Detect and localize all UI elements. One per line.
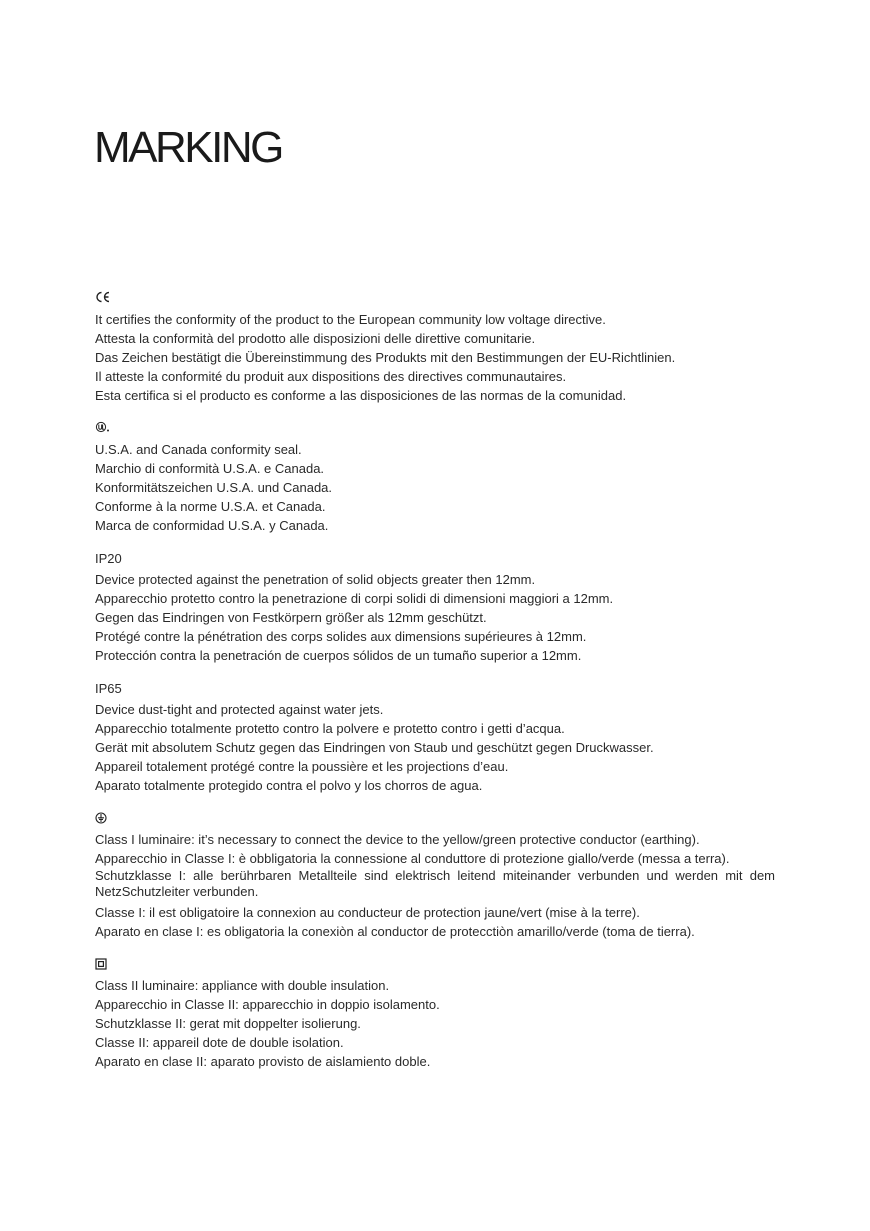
section-line: It certifies the conformity of the product to the European community low voltage directive. [95, 312, 606, 327]
section-line: Esta certifica si el producto es conforme a las disposiciones de las normas de la comunidad. [95, 388, 627, 403]
ip65-label: IP65 [95, 681, 122, 696]
section-line: Das Zeichen bestätigt die Übereinstimmung des Produkts mit den Bestimmungen der EU-Richtlinien. [95, 350, 676, 365]
section-line: Conforme à la norme U.S.A. et Canada. [95, 499, 326, 514]
section-line: Aparato en clase II: aparato provisto de aislamiento doble. [95, 1054, 431, 1069]
class-ii-section [95, 957, 775, 1071]
section-line: Schutzklasse I: alle berührbaren Metallteile sind elektrisch leitend miteinander verbunden und werden mit dem NetzSchutzleiter verbunden. [95, 868, 775, 899]
ip65-section [95, 681, 775, 795]
section-line: Schutzklasse II: gerat mit doppelter isolierung. [95, 1016, 361, 1031]
section-line: Gegen das Eindringen von Festkörpern größer als 12mm geschützt. [95, 610, 487, 625]
double-insulation-icon [95, 957, 775, 973]
ip20-label: IP20 [95, 551, 122, 566]
section-line: Marca de conformidad U.S.A. y Canada. [95, 518, 329, 533]
class-i-section [95, 811, 775, 941]
section-line: Apparecchio in Classe I: è obbligatoria la connessione al conduttore di protezione giallo/verde (messa a terra). [95, 851, 730, 866]
marking-list [95, 291, 775, 1087]
section-line: Protección contra la penetración de cuerpos sólidos de un tumaño superior a 12mm. [95, 648, 582, 663]
section-line: Device dust-tight and protected against water jets. [95, 702, 384, 717]
section-line: Classe II: appareil dote de double isolation. [95, 1035, 344, 1050]
section-line: Marchio di conformità U.S.A. e Canada. [95, 461, 325, 476]
section-line: U.S.A. and Canada conformity seal. [95, 442, 302, 457]
section-line: Attesta la conformità del prodotto alle disposizioni delle direttive comunitarie. [95, 331, 536, 346]
ul-section [95, 421, 775, 535]
ip20-section [95, 551, 775, 665]
section-line: Apparecchio totalmente protetto contro la polvere e protetto contro i getti d’acqua. [95, 721, 565, 736]
ul-listed-icon [95, 421, 775, 437]
section-line: Classe I: il est obligatoire la connexion au conducteur de protection jaune/vert (mise à la terre). [95, 905, 640, 920]
section-line: Device protected against the penetration of solid objects greater then 12mm. [95, 572, 536, 587]
earth-ground-icon [95, 811, 775, 827]
section-line: Aparato en clase I: es obligatoria la conexiòn al conductor de protecctiòn amarillo/verde (toma de tierra). [95, 924, 695, 939]
page-title: MARKING [94, 123, 282, 172]
section-line: Il atteste la conformité du produit aux dispositions des directives communautaires. [95, 369, 567, 384]
section-line: Konformitätszeichen U.S.A. und Canada. [95, 480, 333, 495]
ce-mark-icon [95, 291, 775, 307]
ce-section [95, 291, 775, 405]
section-line: Protégé contre la pénétration des corps solides aux dimensions supérieures à 12mm. [95, 629, 587, 644]
section-line: Aparato totalmente protegido contra el polvo y los chorros de agua. [95, 778, 483, 793]
section-line: Class I luminaire: it’s necessary to connect the device to the yellow/green protective conductor (earthing). [95, 832, 700, 847]
section-line: Apparecchio protetto contro la penetrazione di corpi solidi di dimensioni maggiori a 12mm. [95, 591, 614, 606]
section-line: Apparecchio in Classe II: apparecchio in doppio isolamento. [95, 997, 440, 1012]
section-line: Class II luminaire: appliance with double insulation. [95, 978, 390, 993]
section-line: Gerät mit absolutem Schutz gegen das Eindringen von Staub und geschützt gegen Druckwasser. [95, 740, 654, 755]
section-line: Appareil totalement protégé contre la poussière et les projections d’eau. [95, 759, 509, 774]
